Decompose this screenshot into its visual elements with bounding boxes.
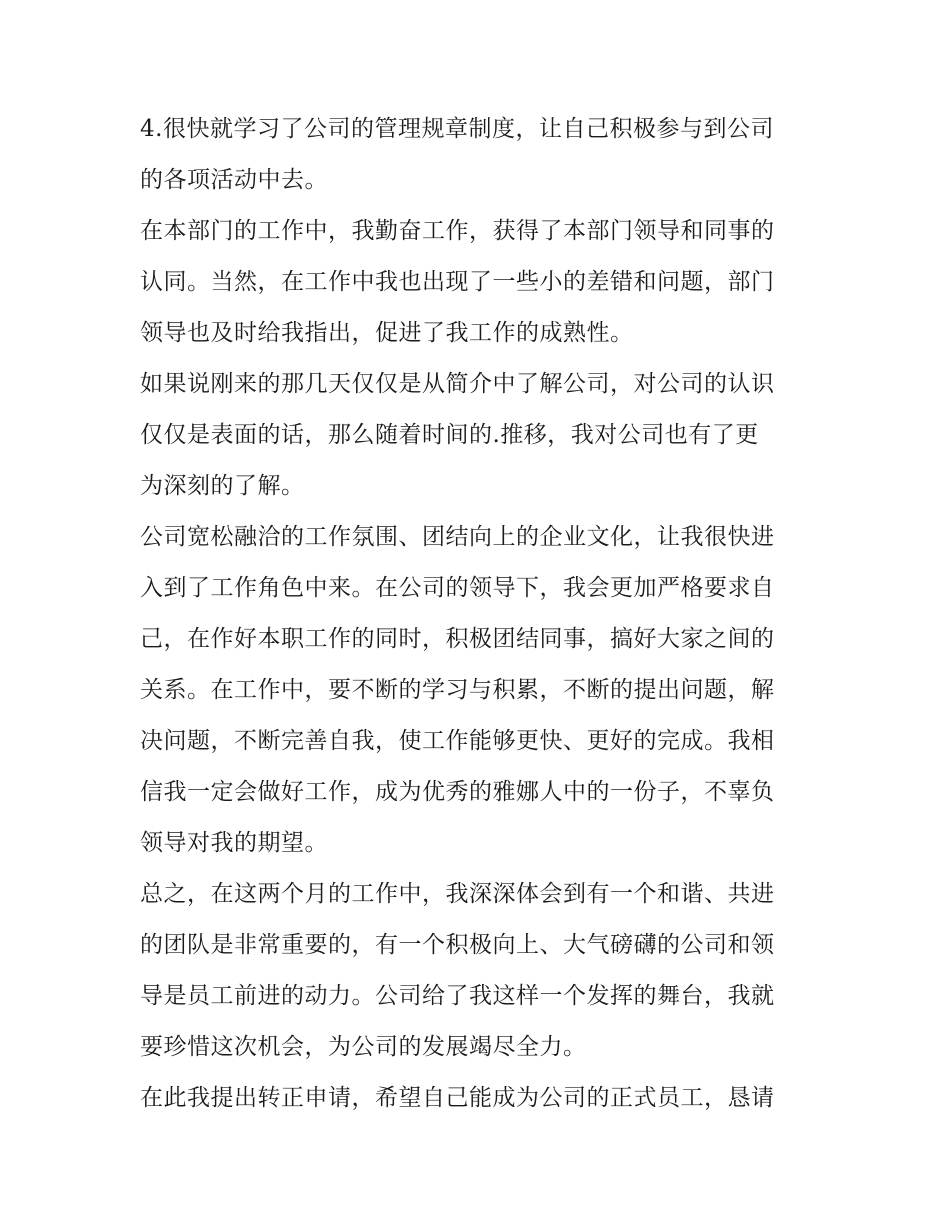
text-line: 领导也及时给我指出，促进了我工作的成熟性。 xyxy=(140,320,634,346)
document-body xyxy=(140,104,815,1124)
paragraph-4 xyxy=(140,512,815,869)
text-line: 的各项活动中去。 xyxy=(140,167,328,193)
text-line: 公司宽松融洽的工作氛围、团结向上的企业文化，让我很快进 xyxy=(140,524,775,550)
paragraph-2 xyxy=(140,206,815,359)
text-line: 关系。在工作中，要不断的学习与积累，不断的提出问题，解 xyxy=(140,677,775,703)
text-line: 仅仅是表面的话，那么随着时间的.推移，我对公司也有了更 xyxy=(140,422,759,448)
text-line: 4.很快就学习了公司的管理规章制度，让自己积极参与到公司 xyxy=(140,116,774,142)
text-line: 如果说刚来的那几天仅仅是从简介中了解公司，对公司的认识 xyxy=(140,371,775,397)
text-line: 总之，在这两个月的工作中，我深深体会到有一个和谐、共进 xyxy=(140,881,775,907)
paragraph-5 xyxy=(140,869,815,1073)
text-line: 决问题，不断完善自我，使工作能够更快、更好的完成。我相 xyxy=(140,728,775,754)
text-line: 为深刻的了解。 xyxy=(140,473,305,499)
text-line: 要珍惜这次机会，为公司的发展竭尽全力。 xyxy=(140,1034,587,1060)
text-line: 的团队是非常重要的，有一个积极向上、大气磅礴的公司和领 xyxy=(140,932,775,958)
text-line: 在本部门的工作中，我勤奋工作，获得了本部门领导和同事的 xyxy=(140,218,775,244)
text-line: 入到了工作角色中来。在公司的领导下，我会更加严格要求自 xyxy=(140,575,775,601)
text-line: 导是员工前进的动力。公司给了我这样一个发挥的舞台，我就 xyxy=(140,983,775,1009)
text-line: 己，在作好本职工作的同时，积极团结同事，搞好大家之间的 xyxy=(140,626,775,652)
text-line: 信我一定会做好工作，成为优秀的雅娜人中的一份子，不辜负 xyxy=(140,779,775,805)
text-line: 在此我提出转正申请，希望自己能成为公司的正式员工，恳请 xyxy=(140,1085,775,1111)
paragraph-3 xyxy=(140,359,815,512)
paragraph-1 xyxy=(140,104,815,206)
paragraph-6 xyxy=(140,1073,815,1124)
text-line: 领导对我的期望。 xyxy=(140,830,328,856)
text-line: 认同。当然，在工作中我也出现了一些小的差错和问题，部门 xyxy=(140,269,775,295)
